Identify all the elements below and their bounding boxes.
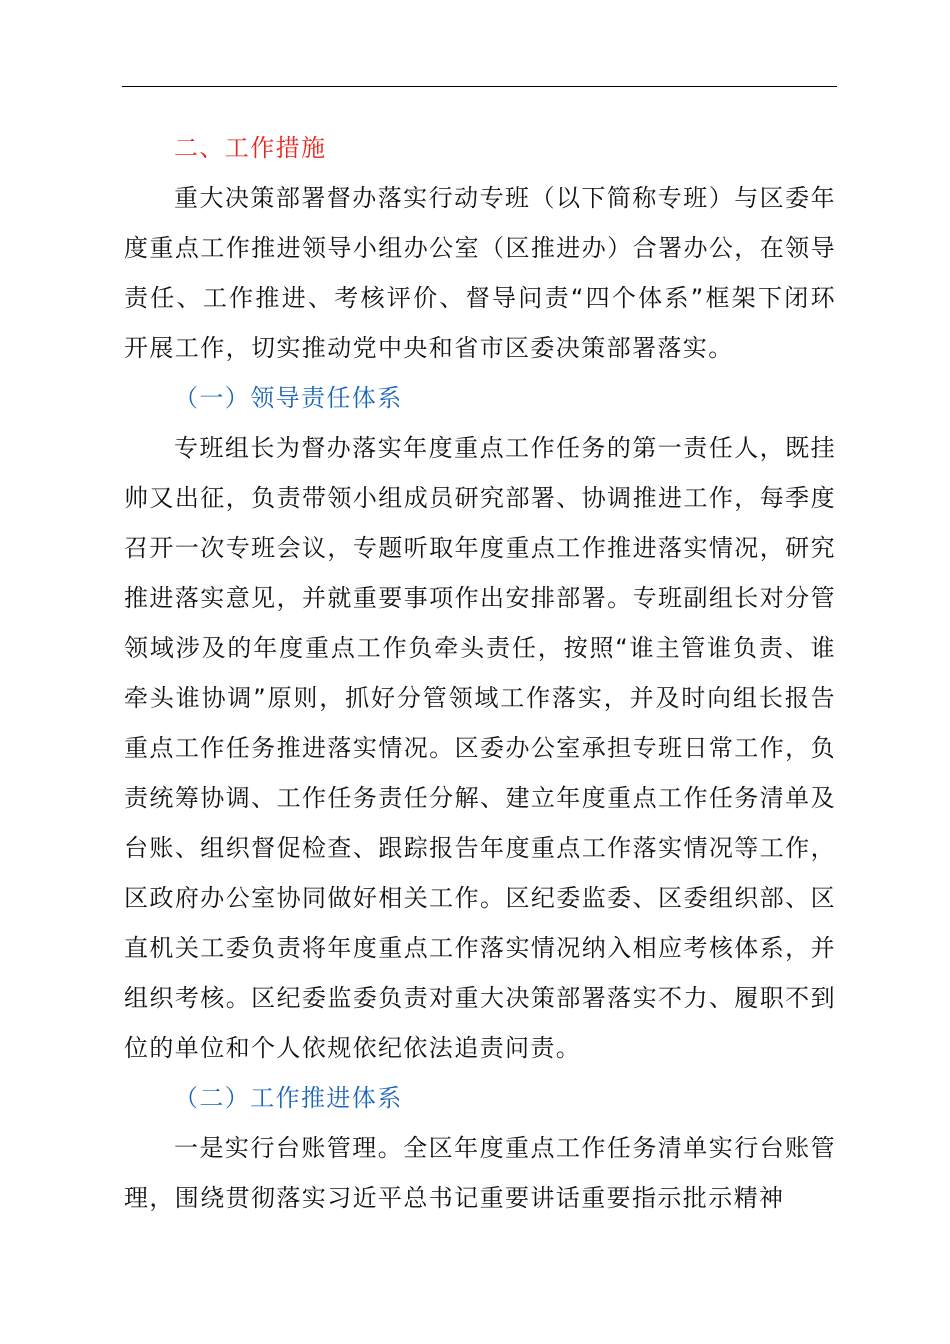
document-body: [124, 123, 836, 1223]
subsection-heading-leadership: （一）领导责任体系: [174, 384, 403, 412]
leadership-paragraph: 专班组长为督办落实年度重点工作任务的第一责任人，既挂帅又出征，负责带领小组成员研究部署、协调推进工作，每季度召开一次专班会议，专题听取年度重点工作推进落实情况，研究推进落实意见，并就重要事项作出安排部署。专班副组长对分管领域涉及的年度重点工作负牵头责任，按照“谁主管谁负责、谁牵头谁协调”原则，抓好分管领域工作落实，并及时向组长报告重点工作任务推进落实情况。区委办公室承担专班日常工作，负责统筹协调、工作任务责任分解、建立年度重点工作任务清单及台账、组织督促检查、跟踪报告年度重点工作落实情况等工作，区政府办公室协同做好相关工作。区纪委监委、区委组织部、区直机关工委负责将年度重点工作落实情况纳入相应考核体系，并组织考核。区纪委监委负责对重大决策部署落实不力、履职不到位的单位和个人依规依纪依法追责问责。: [124, 434, 836, 1062]
subsection-heading-work-promotion: （二）工作推进体系: [174, 1084, 403, 1112]
work-promotion-paragraph: 一是实行台账管理。全区年度重点工作任务清单实行台账管理，围绕贯彻落实习近平总书记重要讲话重要指示批示精神: [124, 1134, 836, 1212]
section-heading: 二、工作措施: [174, 134, 327, 162]
header-rule: [122, 86, 837, 87]
intro-paragraph: 重大决策部署督办落实行动专班（以下简称专班）与区委年度重点工作推进领导小组办公室（区推进办）合署办公，在领导责任、工作推进、考核评价、督导问责“四个体系”框架下闭环开展工作，切实推动党中央和省市区委决策部署落实。: [124, 184, 836, 362]
